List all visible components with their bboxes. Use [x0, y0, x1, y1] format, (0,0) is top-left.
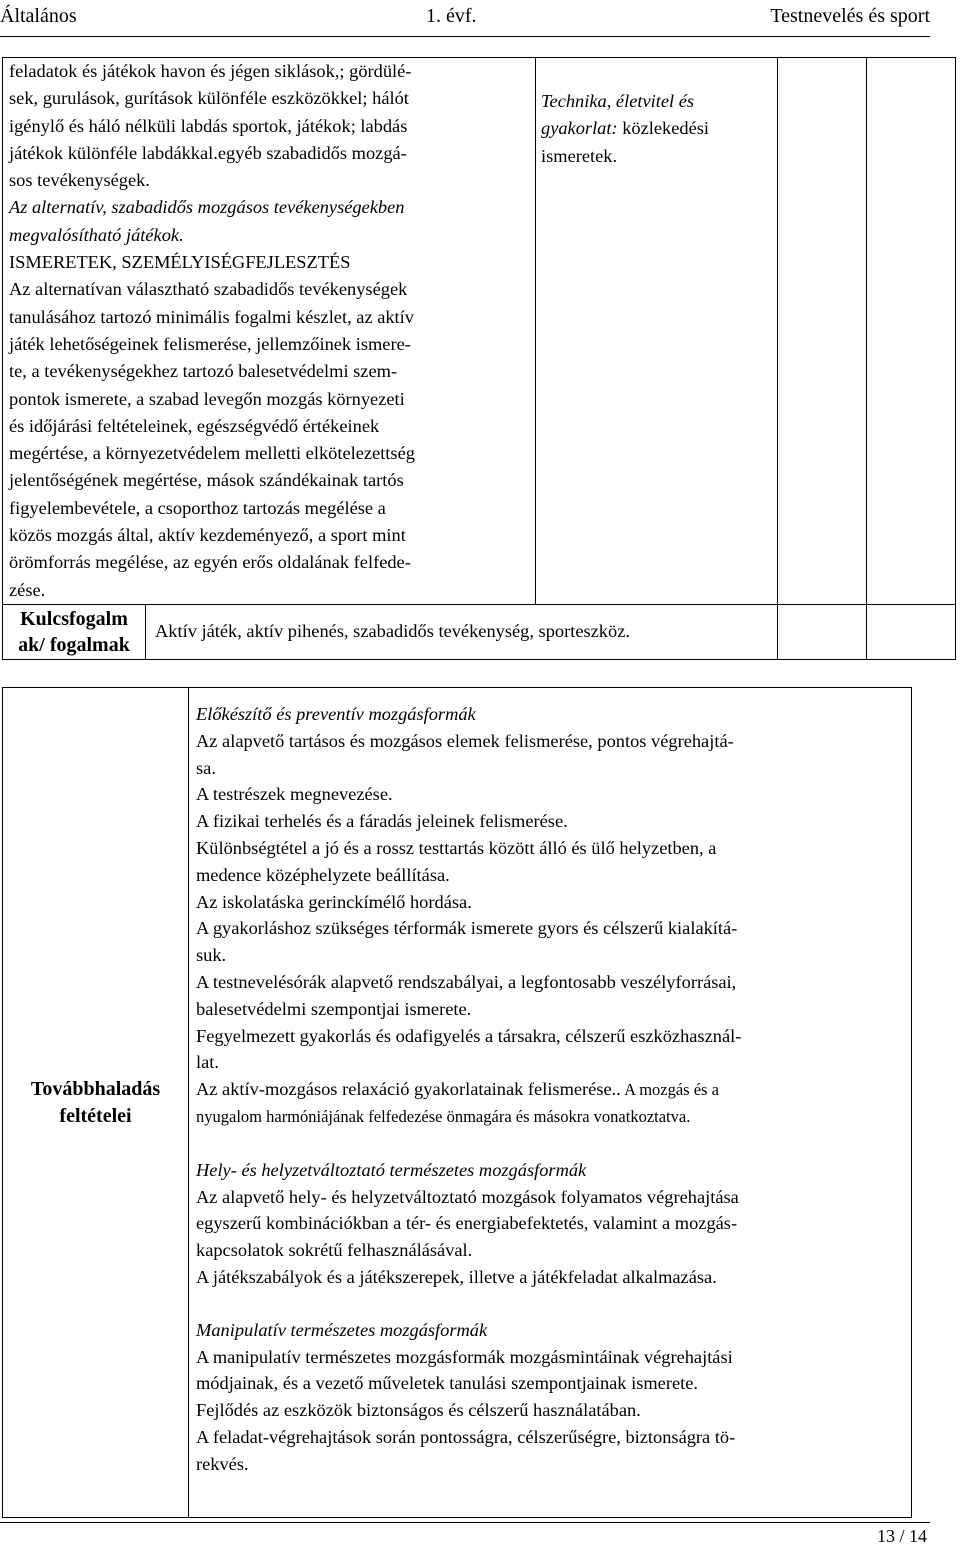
req-line: A manipulatív természetes mozgásformák mozgásmintáinak végrehajtási	[196, 1346, 733, 1367]
body-line: jelentőségének megértése, mások szándékainak tartós	[9, 470, 404, 491]
body-line: Az alternatívan választható szabadidős tevékenységek	[9, 279, 408, 300]
section-preventive	[196, 701, 901, 1131]
req-line-small: nyugalom harmóniájának felfedezése önmagára és másokra vonatkoztatva.	[196, 1106, 691, 1126]
req-line: sa.	[196, 757, 216, 778]
req-line: Fejlődés az eszközök biztonságos és célszerű használatában.	[196, 1400, 641, 1421]
key-concepts-label	[3, 604, 146, 659]
body-line: zése.	[9, 579, 46, 600]
footer-divider	[0, 1522, 930, 1523]
req-line: Az alapvető tartásos és mozgásos elemek felismerése, pontos végrehajtá-	[196, 730, 734, 751]
content-line: sek, gurulások, gurítások különféle eszközökkel; hálót	[9, 88, 409, 109]
content-line: feladatok és játékok havon és jégen siklások,; gördülé-	[9, 61, 412, 81]
italic-line: megvalósítható játékok.	[9, 224, 184, 245]
req-line: Az iskolatáska gerinckímélő hordása.	[196, 891, 472, 912]
req-line: A testnevelésórák alapvető rendszabályai, a legfontosabb veszélyforrásai,	[196, 971, 737, 992]
content-line: játékok különféle labdákkal.egyéb szabadidős mozgá-	[9, 142, 407, 163]
section-heading: ISMERETEK, SZEMÉLYISÉGFEJLESZTÉS	[9, 252, 351, 273]
section-title: Előkészítő és preventív mozgásformák	[196, 704, 476, 724]
req-line: A testrészek megnevezése.	[196, 784, 393, 805]
body-line: megértése, a környezetvédelem melletti elkötelezettség	[9, 443, 415, 464]
page-header	[0, 0, 930, 37]
req-line: egyszerű kombinációkban a tér- és energiabefektetés, valamint a mozgás-	[196, 1213, 738, 1234]
req-line: módjainak, és a vezető műveletek tanulási szempontjainak ismerete.	[196, 1373, 698, 1394]
upper-table	[2, 57, 956, 660]
page-number: 13 / 14	[876, 1526, 927, 1546]
req-line: A fizikai terhelés és a fáradás jeleinek felismerése.	[196, 811, 568, 832]
content-line: igénylő és háló nélküli labdás sportok, játékok; labdás	[9, 115, 408, 136]
body-line: közös mozgás által, aktív kezdeményező, a sport mint	[9, 525, 406, 546]
key-concepts-label-line: ak/ fogalmak	[18, 633, 130, 656]
cross-ref-italic: gyakorlat:	[541, 118, 618, 139]
empty-cell	[778, 58, 867, 605]
body-line: örömforrás megélése, az egyén erős oldalának felfede-	[9, 552, 411, 573]
req-line: kapcsolatok sokrétű felhasználásával.	[196, 1240, 473, 1261]
body-line: te, a tevékenységekhez tartozó balesetvédelmi szem-	[9, 361, 398, 382]
key-concepts-label-line: Kulcsfogalm	[20, 607, 128, 630]
req-line: A gyakorláshoz szükséges térformák ismerete gyors és célszerű kialakítá-	[196, 918, 738, 939]
cross-ref-line: Technika, életvitel és	[541, 91, 695, 111]
empty-cell	[867, 604, 956, 659]
body-line: és időjárási feltételeinek, egészségvédő értékeinek	[9, 415, 380, 436]
content-line: sos tevékenységek.	[9, 170, 150, 191]
empty-cell	[778, 604, 867, 659]
req-line: Különbségtétel a jó és a rossz testtartás között álló és ülő helyzetben, a	[196, 837, 717, 858]
section-title: Manipulatív természetes mozgásformák	[196, 1319, 488, 1340]
req-line: suk.	[196, 945, 227, 966]
cross-reference-cell	[536, 58, 778, 605]
requirements-cell	[189, 688, 912, 1518]
italic-line: Az alternatív, szabadidős mozgásos tevékenységekben	[9, 197, 405, 218]
req-line: Fegyelmezett gyakorlás és odafigyelés a társakra, célszerű eszközhasznál-	[196, 1025, 742, 1046]
req-line: balesetvédelmi szempontjai ismerete.	[196, 998, 472, 1019]
progress-requirements-line: feltételei	[59, 1104, 132, 1127]
section-locomotor	[196, 1157, 901, 1291]
req-text: Az aktív-mozgásos relaxáció gyakorlatainak felismerése..	[196, 1079, 621, 1100]
req-line: A feladat-végrehajtások során pontosságra, célszerűségre, biztonságra tö-	[196, 1426, 736, 1447]
header-left: Általános	[0, 5, 77, 27]
content-cell	[3, 58, 536, 605]
cross-ref-plain: közlekedési	[617, 118, 710, 139]
empty-cell	[867, 58, 956, 605]
req-line: medence középhelyzete beállítása.	[196, 864, 450, 885]
cross-ref-line: ismeretek.	[541, 145, 618, 166]
body-line: játék lehetőségeinek felismerése, jellemzőinek ismere-	[9, 333, 411, 354]
req-text-small: A mozgás és a	[620, 1080, 719, 1100]
progress-requirements-label	[3, 688, 189, 1518]
req-line: rekvés.	[196, 1453, 249, 1474]
body-line: tanulásához tartozó minimális fogalmi készlet, az aktív	[9, 306, 414, 327]
key-concepts-value	[146, 604, 778, 659]
body-line: pontok ismerete, a szabad levegőn mozgás környezeti	[9, 388, 405, 409]
req-line: lat.	[196, 1052, 219, 1073]
req-line: Az alapvető hely- és helyzetváltoztató mozgások folyamatos végrehajtása	[196, 1186, 739, 1207]
section-title: Hely- és helyzetváltoztató természetes mozgásformák	[196, 1159, 587, 1180]
header-right: Testnevelés és sport	[770, 5, 930, 27]
cross-ref-line	[541, 115, 777, 142]
body-line: figyelembevétele, a csoporthoz tartozás megélése a	[9, 497, 386, 518]
header-center: 1. évf.	[426, 5, 477, 27]
progress-requirements-line: Továbbhaladás	[30, 1077, 161, 1100]
section-manipulative	[196, 1317, 901, 1478]
lower-table	[2, 687, 912, 1518]
req-line: A játékszabályok és a játékszerepek, illetve a játékfeladat alkalmazása.	[196, 1266, 717, 1287]
req-line	[196, 1076, 901, 1104]
key-concepts-text: Aktív játék, aktív pihenés, szabadidős tevékenység, sporteszköz.	[155, 621, 630, 642]
